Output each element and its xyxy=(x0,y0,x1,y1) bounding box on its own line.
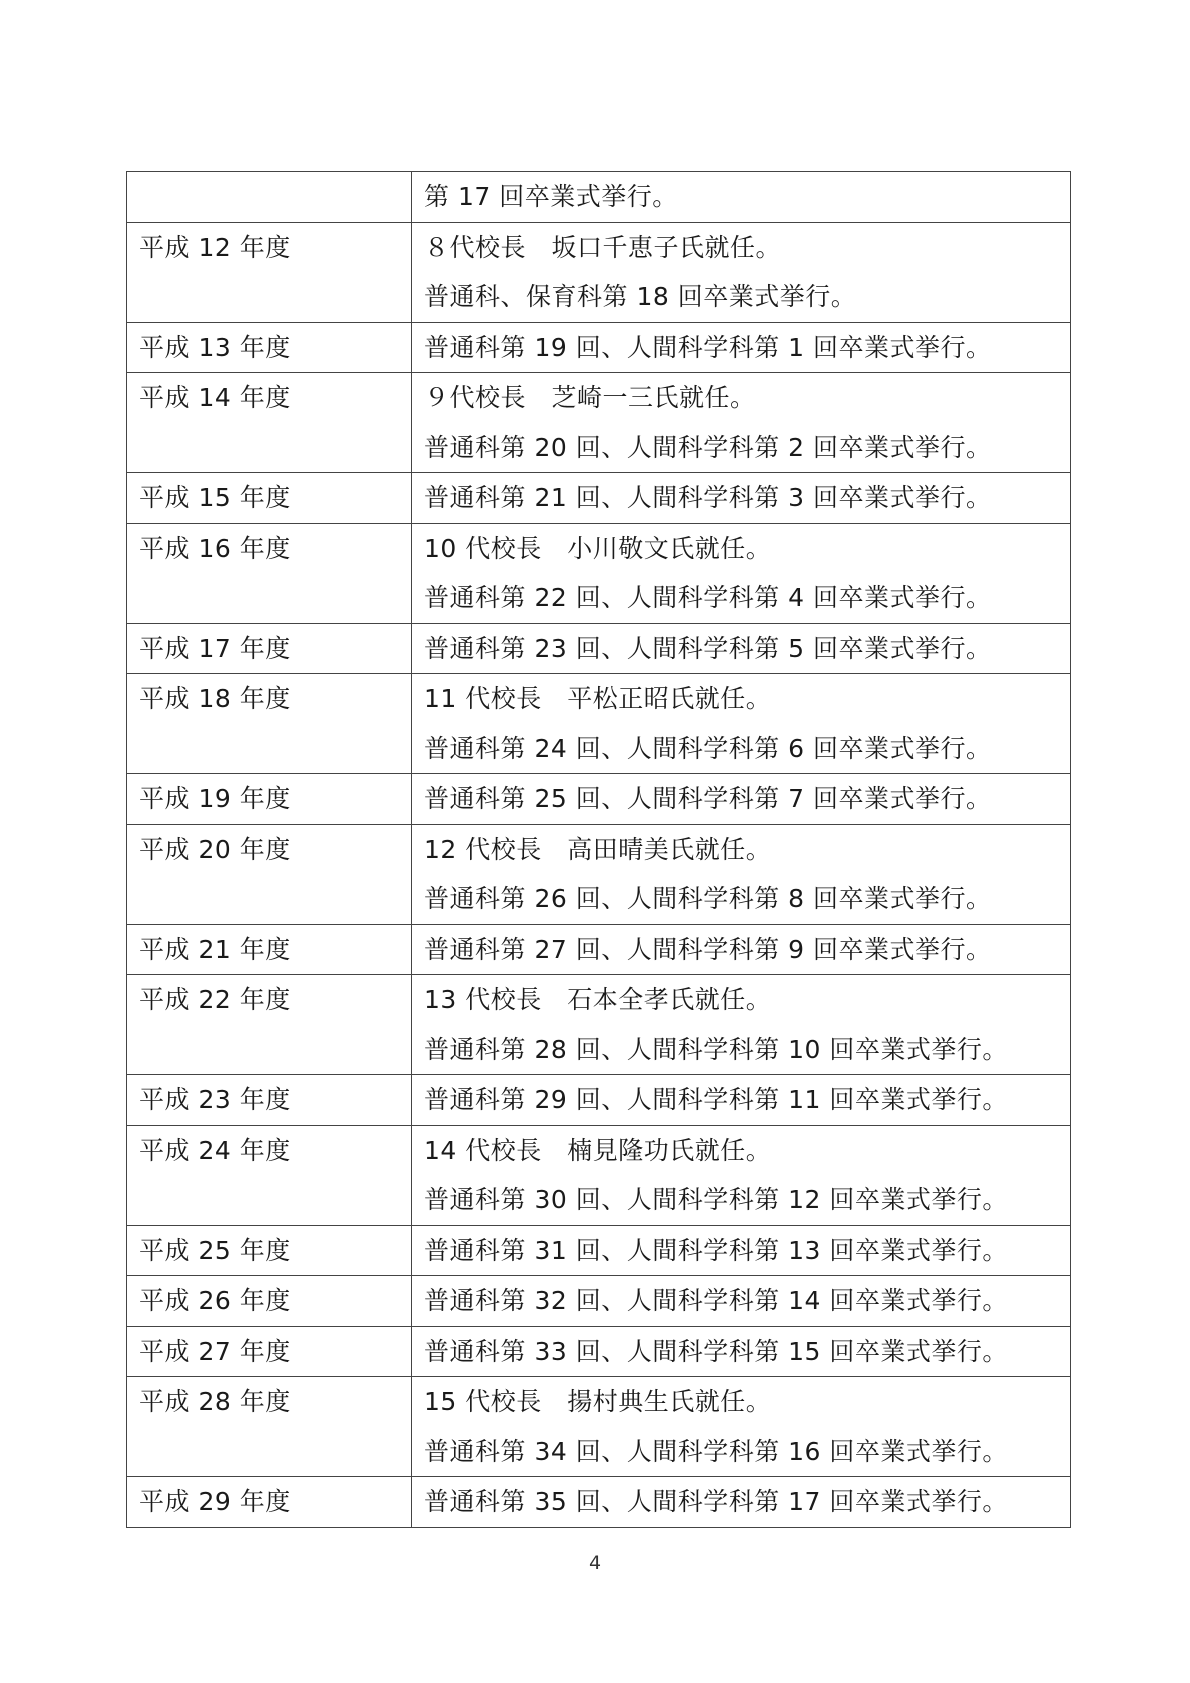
event-cell xyxy=(412,222,1071,322)
event-line: 14 代校長 楠見隆功氏就任。 xyxy=(424,1135,772,1165)
year-cell xyxy=(127,1477,412,1528)
event-line: 第 17 回卒業式挙行。 xyxy=(424,182,678,211)
year-cell xyxy=(127,1075,412,1126)
event-line: 普通科第 23 回、人間科学科第 5 回卒業式挙行。 xyxy=(424,633,992,663)
event-line: 普通科第 21 回、人間科学科第 3 回卒業式挙行。 xyxy=(424,483,992,512)
year-label: 平成 26 年度 xyxy=(139,1286,291,1315)
event-line: 普通科第 29 回、人間科学科第 11 回卒業式挙行。 xyxy=(424,1085,1008,1114)
event-line: 普通科第 27 回、人間科学科第 9 回卒業式挙行。 xyxy=(424,934,992,964)
year-label: 平成 22 年度 xyxy=(139,985,291,1014)
event-line: ９代校長 芝崎一三氏就任。 xyxy=(424,383,756,412)
year-cell xyxy=(127,824,412,924)
event-line: 普通科第 25 回、人間科学科第 7 回卒業式挙行。 xyxy=(424,784,992,813)
year-label: 平成 29 年度 xyxy=(139,1487,291,1516)
table-row xyxy=(127,523,1071,623)
year-label: 平成 12 年度 xyxy=(139,232,291,262)
event-cell xyxy=(412,1225,1071,1276)
event-line: 13 代校長 石本全孝氏就任。 xyxy=(424,985,772,1014)
table-row xyxy=(127,373,1071,473)
table-row xyxy=(127,1225,1071,1276)
year-cell xyxy=(127,623,412,674)
year-label: 平成 16 年度 xyxy=(139,533,291,563)
table-row xyxy=(127,1276,1071,1327)
event-line: 普通科第 19 回、人間科学科第 1 回卒業式挙行。 xyxy=(424,332,992,362)
year-cell xyxy=(127,172,412,223)
year-label xyxy=(139,172,399,222)
event-line: 普通科第 24 回、人間科学科第 6 回卒業式挙行。 xyxy=(424,733,992,763)
event-line: 10 代校長 小川敬文氏就任。 xyxy=(424,533,772,563)
event-line: 普通科第 22 回、人間科学科第 4 回卒業式挙行。 xyxy=(424,583,992,612)
event-cell xyxy=(412,473,1071,524)
table-row xyxy=(127,222,1071,322)
year-label: 平成 13 年度 xyxy=(139,332,291,362)
event-line: 普通科第 26 回、人間科学科第 8 回卒業式挙行。 xyxy=(424,884,992,913)
event-cell xyxy=(412,322,1071,373)
event-cell xyxy=(412,1125,1071,1225)
year-label: 平成 17 年度 xyxy=(139,633,291,663)
year-cell xyxy=(127,373,412,473)
event-cell xyxy=(412,1477,1071,1528)
event-cell xyxy=(412,172,1071,223)
event-cell xyxy=(412,674,1071,774)
history-table xyxy=(126,171,1071,1528)
year-label: 平成 14 年度 xyxy=(139,383,291,412)
event-line: 普通科第 20 回、人間科学科第 2 回卒業式挙行。 xyxy=(424,432,992,462)
year-cell xyxy=(127,975,412,1075)
year-cell xyxy=(127,473,412,524)
page-number: 4 xyxy=(588,1552,602,1574)
year-cell xyxy=(127,523,412,623)
event-cell xyxy=(412,774,1071,825)
table-row xyxy=(127,1075,1071,1126)
year-cell xyxy=(127,222,412,322)
year-cell xyxy=(127,1125,412,1225)
year-cell xyxy=(127,1225,412,1276)
table-row xyxy=(127,172,1071,223)
table-row xyxy=(127,824,1071,924)
table-row xyxy=(127,975,1071,1075)
table-row xyxy=(127,674,1071,774)
year-cell xyxy=(127,322,412,373)
table-row xyxy=(127,1125,1071,1225)
year-label: 平成 24 年度 xyxy=(139,1135,291,1165)
table-row xyxy=(127,1377,1071,1477)
event-line: 普通科第 33 回、人間科学科第 15 回卒業式挙行。 xyxy=(424,1336,1008,1366)
year-cell xyxy=(127,1326,412,1377)
event-cell xyxy=(412,1377,1071,1477)
event-line: 11 代校長 平松正昭氏就任。 xyxy=(424,684,772,713)
event-cell xyxy=(412,924,1071,975)
year-label: 平成 23 年度 xyxy=(139,1085,291,1114)
year-label: 平成 19 年度 xyxy=(139,784,291,813)
event-line: 普通科第 30 回、人間科学科第 12 回卒業式挙行。 xyxy=(424,1185,1008,1214)
event-line: 普通科第 32 回、人間科学科第 14 回卒業式挙行。 xyxy=(424,1286,1008,1315)
event-cell xyxy=(412,824,1071,924)
event-line: 普通科第 31 回、人間科学科第 13 回卒業式挙行。 xyxy=(424,1235,1008,1265)
event-line: 普通科、保育科第 18 回卒業式挙行。 xyxy=(424,282,857,311)
event-cell xyxy=(412,1276,1071,1327)
year-label: 平成 18 年度 xyxy=(139,684,291,713)
event-line: ８代校長 坂口千恵子氏就任。 xyxy=(424,232,782,262)
event-line: 15 代校長 揚村典生氏就任。 xyxy=(424,1387,772,1416)
table-row xyxy=(127,1477,1071,1528)
year-cell xyxy=(127,674,412,774)
event-line: 普通科第 35 回、人間科学科第 17 回卒業式挙行。 xyxy=(424,1487,1008,1516)
event-cell xyxy=(412,523,1071,623)
year-cell xyxy=(127,1377,412,1477)
event-line: 普通科第 34 回、人間科学科第 16 回卒業式挙行。 xyxy=(424,1436,1008,1466)
year-label: 平成 28 年度 xyxy=(139,1387,291,1416)
table-row xyxy=(127,1326,1071,1377)
table-row xyxy=(127,473,1071,524)
year-cell xyxy=(127,924,412,975)
event-line: 普通科第 28 回、人間科学科第 10 回卒業式挙行。 xyxy=(424,1034,1008,1064)
table-body xyxy=(127,172,1071,1528)
table-row xyxy=(127,774,1071,825)
year-label: 平成 20 年度 xyxy=(139,834,291,864)
event-cell xyxy=(412,1075,1071,1126)
event-line: 12 代校長 高田晴美氏就任。 xyxy=(424,834,772,864)
table-row xyxy=(127,322,1071,373)
year-cell xyxy=(127,1276,412,1327)
table-row xyxy=(127,924,1071,975)
table-row xyxy=(127,623,1071,674)
event-cell xyxy=(412,1326,1071,1377)
year-cell xyxy=(127,774,412,825)
year-label: 平成 25 年度 xyxy=(139,1235,291,1265)
year-label: 平成 27 年度 xyxy=(139,1336,291,1366)
event-cell xyxy=(412,623,1071,674)
event-cell xyxy=(412,975,1071,1075)
year-label: 平成 21 年度 xyxy=(139,934,291,964)
event-cell xyxy=(412,373,1071,473)
year-label: 平成 15 年度 xyxy=(139,483,291,512)
